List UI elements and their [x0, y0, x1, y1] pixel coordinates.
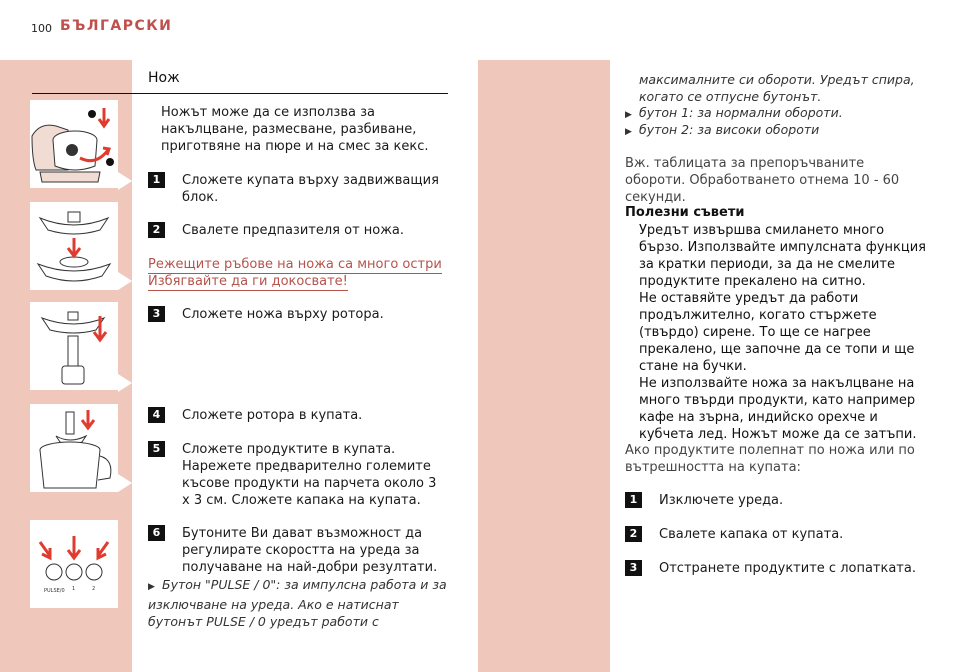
step-text: Свалете капака от купата.: [659, 527, 844, 542]
step-number: 1: [625, 492, 642, 508]
pulse-bullet: [148, 576, 448, 630]
step-text: Сложете ротора в купата.: [182, 408, 363, 423]
step-number: 5: [148, 441, 165, 457]
svg-text:1: 1: [72, 586, 76, 592]
pulse-bullet-text: Бутон "PULSE / 0": за импулсна работа и за изключване на уреда. Ако е натиснат бутонът PULSE / 0 уредът работи с: [148, 577, 447, 629]
section-divider: [32, 93, 448, 94]
illustration-blade-guard: [30, 202, 118, 290]
tips-body: [639, 222, 929, 443]
warning-line-1: Режещите ръбове на ножа са много остри: [148, 257, 442, 272]
step-number: 6: [148, 525, 165, 541]
warning-line-2: Избягвайте да ги докосвате!: [148, 274, 348, 289]
step-number: 2: [625, 526, 642, 542]
bullet-arrow-icon: ▶: [625, 127, 632, 137]
intro-text: Ножът може да се използва за накълцване, размесване, разбиване, приготвяне на пюре и на смес за кекс.: [161, 105, 429, 154]
right-step-2: [625, 526, 925, 543]
illustration-pointer: [118, 172, 132, 190]
step-6: [148, 525, 448, 576]
stuck-food-intro: Ако продуктите полепнат по ножа или по вътрешността на купата:: [625, 443, 915, 475]
step-number: 1: [148, 172, 165, 188]
step-5: [148, 441, 448, 509]
step-number: 3: [148, 306, 165, 322]
speed-bullet-text: бутон 2: за високи обороти: [639, 122, 820, 137]
step-text: Изключете уреда.: [659, 493, 784, 508]
illustration-pointer: [118, 474, 132, 492]
step-text: Сложете ножа върху ротора.: [182, 307, 384, 322]
illustration-control-buttons: [30, 520, 118, 608]
speed-bullet-2: [625, 121, 925, 141]
right-step-1: [625, 492, 925, 509]
step-3: [148, 306, 448, 323]
tip-item: Уредът извършва смилането много бързо. Използвайте импулсната функция за кратки периоди, за да не смелите продуктите прекалено на ситно.: [639, 223, 926, 289]
right-step-3: [625, 560, 925, 577]
section-title: Нож: [148, 70, 180, 86]
illustration-pointer: [118, 374, 132, 392]
illustration-bowl-on-base: [30, 100, 118, 188]
illustration-pointer: [118, 272, 132, 290]
tip-item: Не оставяйте уредът да работи продължително, когато стържете (твърдо) сирене. То ще се нагрее прекалено, ще започне да се топи и ще стане на бучки.: [639, 291, 915, 374]
right-margin-band: [478, 60, 610, 672]
step-number: 3: [625, 560, 642, 576]
table-reference-text: Вж. таблицата за препоръчваните обороти. Обработването отнема 10 - 60 секунди.: [625, 156, 900, 205]
step-text: Свалете предпазителя от ножа.: [182, 223, 405, 238]
step-text: Сложете купата върху задвижващия блок.: [182, 173, 439, 205]
step-1: [148, 172, 448, 206]
bullet-arrow-icon: ▶: [148, 582, 155, 592]
illustration-rotor-in-bowl: [30, 404, 118, 492]
svg-text:2: 2: [92, 586, 96, 592]
pulse-button-label: PULSE/0: [44, 588, 65, 594]
step-number: 2: [148, 222, 165, 238]
illustration-blade-on-rotor: [30, 302, 118, 390]
pulse-continuation: максималните си обороти. Уредът спира, когато се отпусне бутонът.: [639, 72, 915, 104]
language-heading: БЪЛГАРСКИ: [60, 18, 173, 34]
step-text: Бутоните Ви дават възможност да регулирате скоростта на уреда за получаване на най-добри резултати.: [182, 526, 438, 575]
step-4: [148, 407, 448, 424]
step-text: Отстранете продуктите с лопатката.: [659, 561, 916, 576]
tip-item: Не използвайте ножа за накълцване на много твърди продукти, като например кафе на зърна, индийско орехче и кубчета лед. Ножът може да се затъпи.: [639, 376, 917, 442]
step-number: 4: [148, 407, 165, 423]
page-number: 100: [31, 22, 52, 35]
tips-heading: Полезни съвети: [625, 205, 745, 220]
step-2: [148, 222, 448, 239]
speed-bullet-text: бутон 1: за нормални обороти.: [639, 105, 843, 120]
step-text: Сложете продуктите в купата. Нарежете предварително големите късове продукти на парчета около 3 x 3 см. Сложете капака на купата.: [182, 442, 437, 508]
bullet-arrow-icon: ▶: [625, 110, 632, 120]
